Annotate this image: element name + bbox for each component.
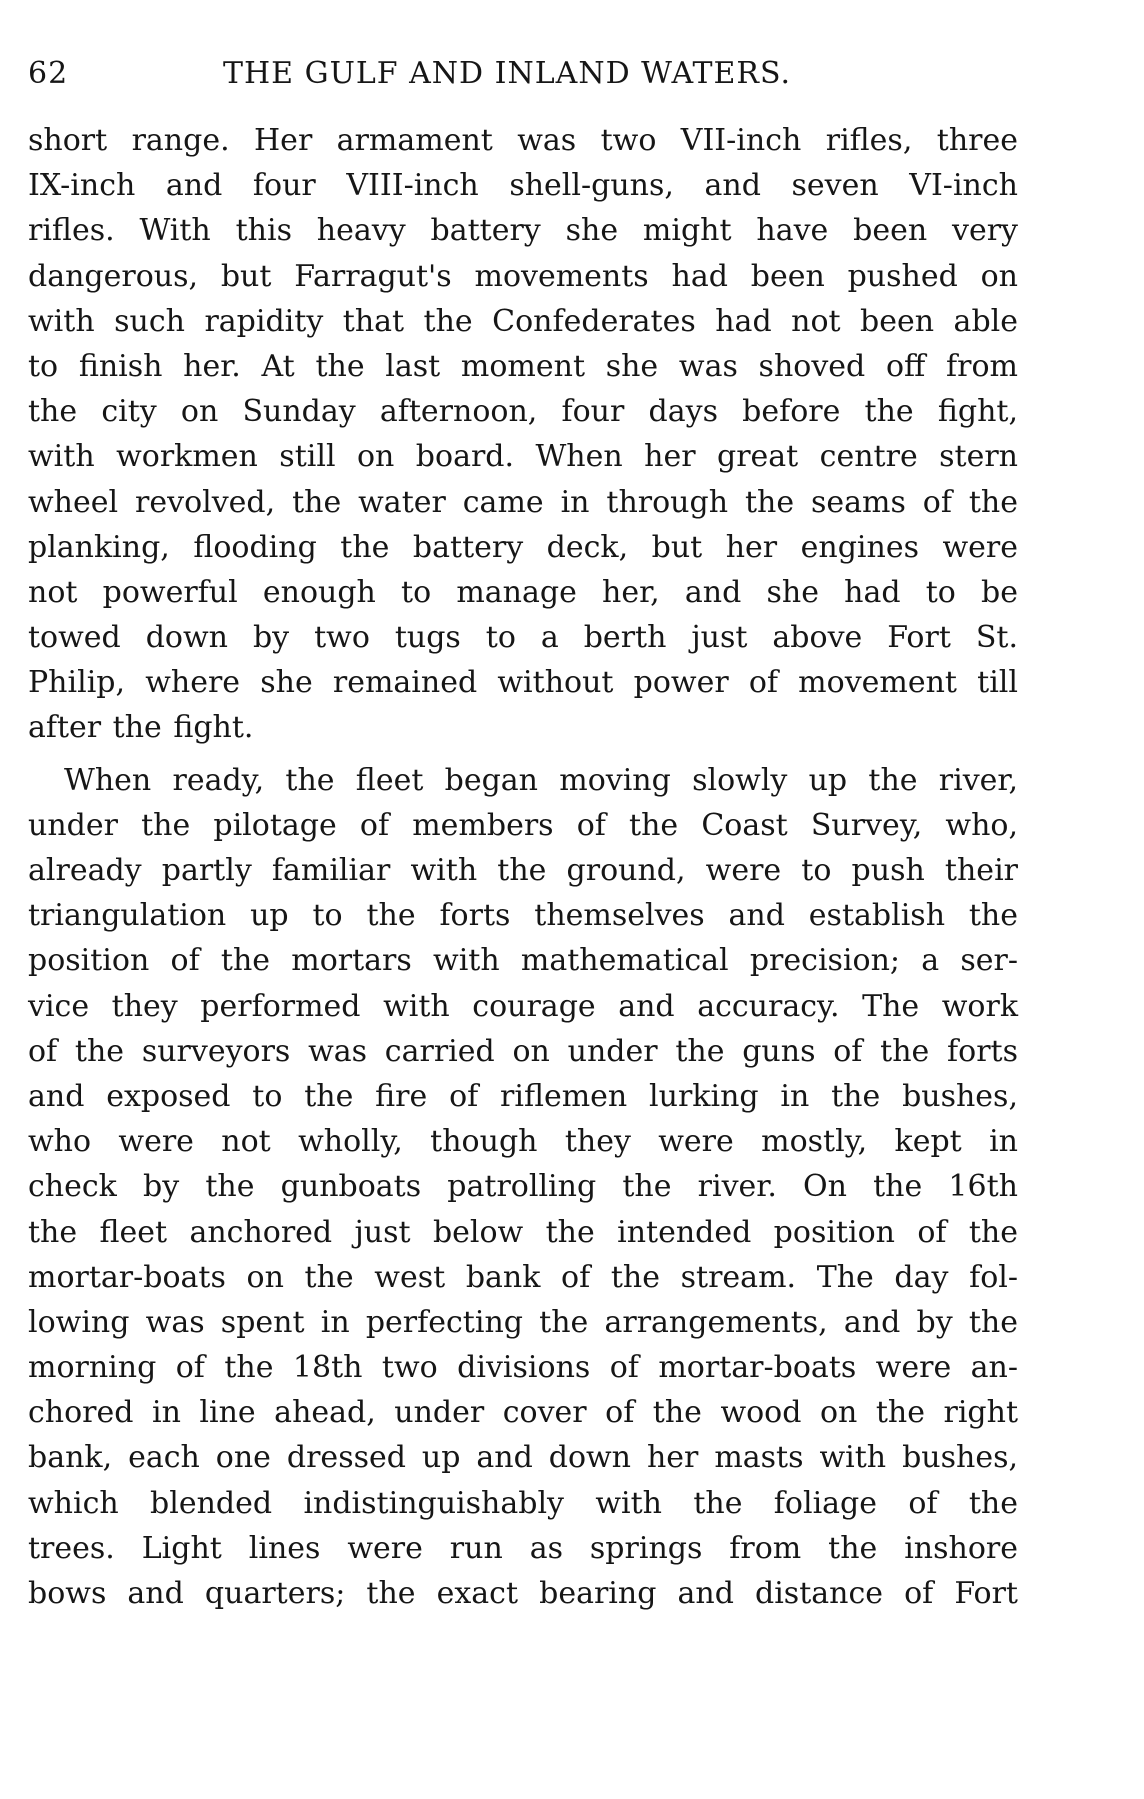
text-line: lowing was spent in perfecting the arrangements, and by the [28,1304,1018,1340]
paragraph [28,758,1018,1617]
text-line: towed down by two tugs to a berth just above Fort St. [28,620,1018,656]
page-number: 62 [28,56,69,91]
text-line: IX-inch and four VIII-inch shell-guns, and seven VI-inch [28,168,1018,204]
book-page [28,48,1018,1748]
text-line: with workmen still on board. When her great centre stern [28,439,1018,475]
text-line: planking, flooding the battery deck, but her engines were [28,529,1018,565]
text-line: triangulation up to the forts themselves and establish the [28,898,1018,934]
text-line: not powerful enough to manage her, and she had to be [28,574,1018,610]
running-title: THE GULF AND INLAND WATERS. [223,56,792,91]
text-line: chored in line ahead, under cover of the wood on the right [28,1395,1018,1431]
text-line: under the pilotage of members of the Coast Survey, who, [28,807,1018,843]
text-line: dangerous, but Farragut's movements had been pushed on [28,258,1018,294]
text-line: with such rapidity that the Confederates had not been able [28,303,1018,339]
text-line: wheel revolved, the water came in through the seams of the [28,484,1018,520]
text-line: position of the mortars with mathematical precision; a ser- [28,943,1018,979]
text-line: already partly familiar with the ground, were to push their [28,853,1018,888]
text-line: bows and quarters; the exact bearing and distance of Fort [28,1576,1018,1611]
text-line: to finish her. At the last moment she was shoved off from [28,348,1018,384]
text-line: rifles. With this heavy battery she might have been very [28,213,1018,249]
text-line: after the fight. [28,710,254,746]
text-line: bank, each one dressed up and down her masts with bushes, [28,1440,1018,1476]
text-line: vice they performed with courage and accuracy. The work [28,988,1018,1024]
body-text [28,118,1018,1616]
text-line: mortar-boats on the west bank of the stream. The day fol- [28,1259,1018,1295]
text-line: check by the gunboats patrolling the river. On the 16th [28,1169,1018,1205]
text-line: of the surveyors was carried on under the guns of the forts [28,1033,1018,1069]
text-line: who were not wholly, though they were mostly, kept in [28,1124,1018,1160]
text-line: morning of the 18th two divisions of mortar-boats were an- [28,1350,1018,1386]
text-line: trees. Light lines were run as springs from the inshore [28,1530,1018,1566]
text-line: Philip, where she remained without power of movement till [28,665,1018,701]
text-line: which blended indistinguishably with the foliage of the [28,1485,1018,1521]
text-line: and exposed to the fire of riflemen lurking in the bushes, [28,1078,1018,1114]
paragraph [28,118,1018,751]
running-head [28,48,1018,118]
text-line: the fleet anchored just below the intended position of the [28,1214,1018,1250]
paragraph-gap [28,751,1018,758]
text-line: When ready, the fleet began moving slowly up the river, [64,762,1018,798]
text-line: short range. Her armament was two VII-inch rifles, three [28,123,1018,158]
text-line: the city on Sunday afternoon, four days before the fight, [28,394,1018,430]
